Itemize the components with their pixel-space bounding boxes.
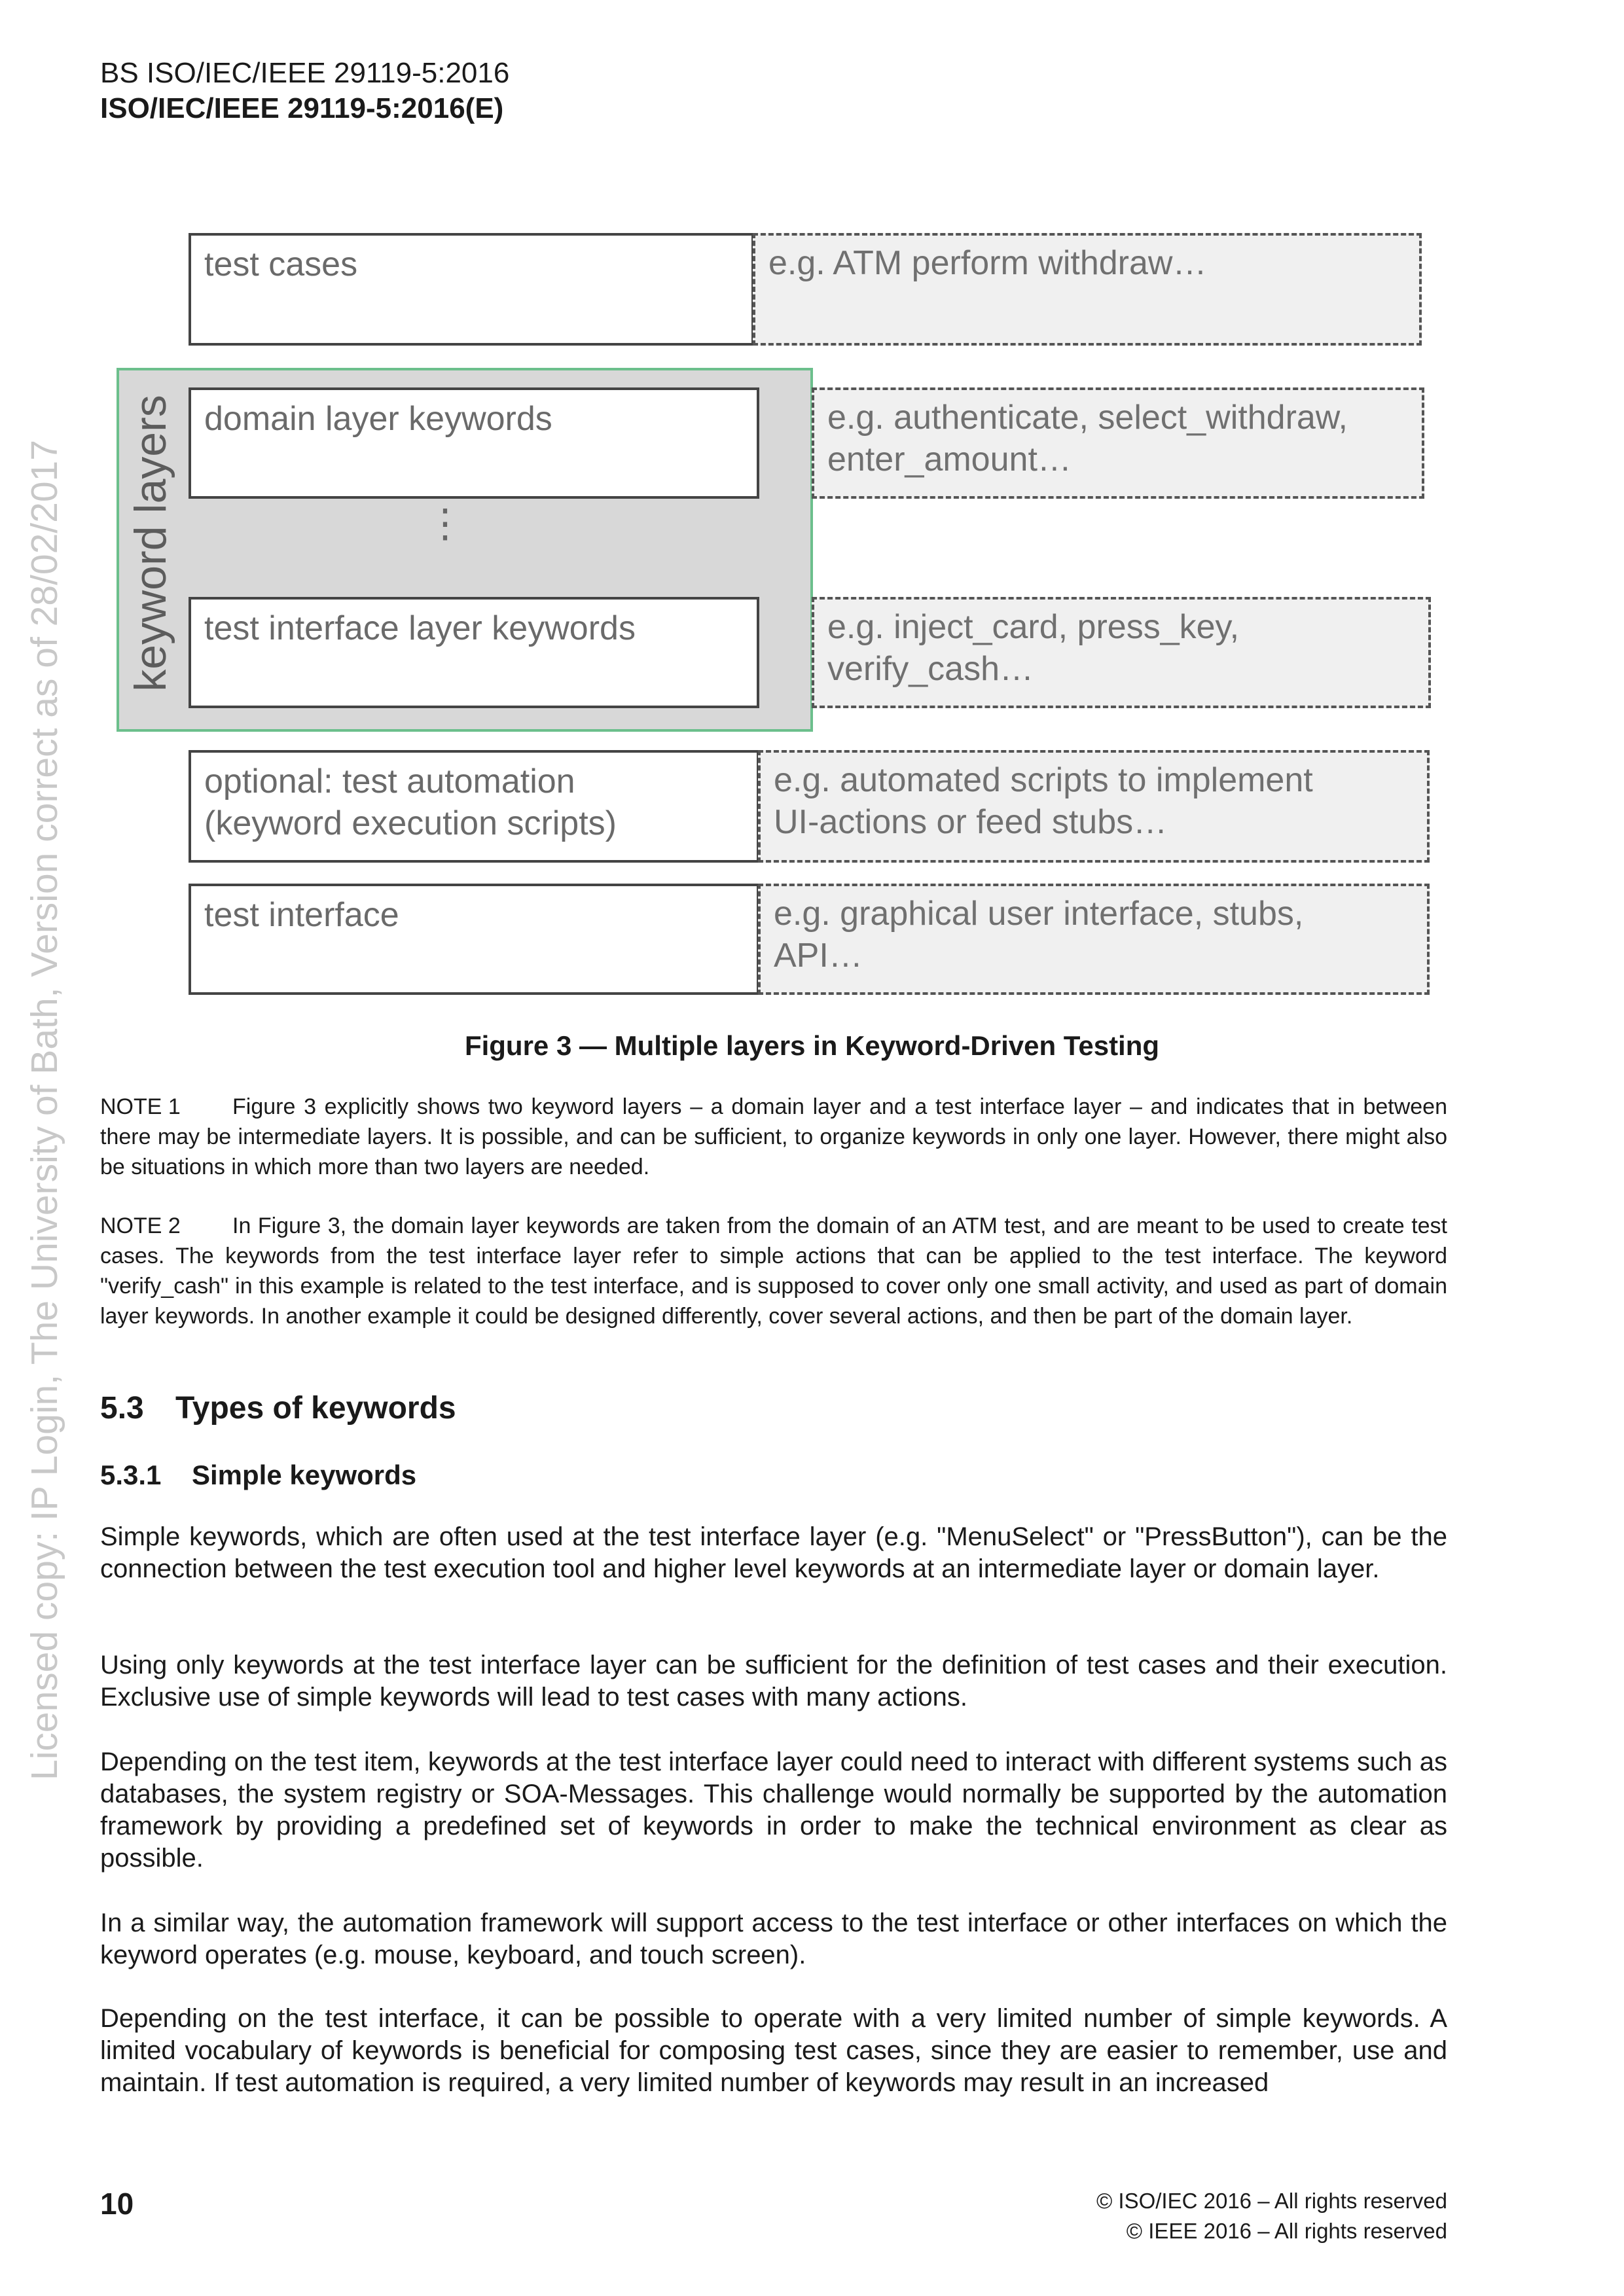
section-number: 5.3 (100, 1391, 144, 1426)
intermediate-layers-ellipsis: ⋮ (425, 501, 465, 545)
example-test-cases-text: e.g. ATM perform withdraw… (768, 244, 1207, 282)
box-test-cases (189, 233, 754, 346)
figure-caption: Figure 3 — Multiple layers in Keyword-Driven Testing (464, 1030, 1160, 1061)
document-id-iso: ISO/IEC/IEEE 29119-5:2016(E) (100, 92, 504, 124)
note-2-label: NOTE 2 (100, 1213, 181, 1238)
copyright-iso-iec: © ISO/IEC 2016 – All rights reserved (1096, 2189, 1447, 2213)
paragraph-3: Depending on the test item, keywords at the test interface layer could need to interact with different systems such as databases, the system registry or SOA-Messages. This challenge would normally be supported by the automation framework by providing a predefined set of keywords in order to make the technical environment as clear as possible. (100, 1748, 1447, 1873)
box-test-interface-label: test interface (204, 896, 399, 934)
note-1 (100, 1092, 1447, 1182)
example-test-interface-line2: API… (774, 937, 863, 975)
example-test-automation-line1: e.g. automated scripts to implement (774, 761, 1313, 799)
subsection-number: 5.3.1 (100, 1460, 162, 1490)
paragraph-5: Depending on the test interface, it can be possible to operate with a very limited number of simple keywords. A limited vocabulary of keywords is beneficial for composing test cases, since they are easier to remember, use and maintain. If test automation is required, a very limited number of keywords may result in an increased (100, 2004, 1447, 2097)
example-domain-layer (812, 387, 1424, 499)
example-test-interface (758, 884, 1430, 995)
note-1-text: Figure 3 explicitly shows two keyword layers – a domain layer and a test interface layer – and indicates that in between there may be intermediate layers. It is possible, and can be sufficient, to organize keywords in only one layer. However, there might also be situations in which more than two layers are needed. (100, 1094, 1447, 1179)
box-domain-layer-keywords-label: domain layer keywords (204, 400, 552, 438)
subsection-title: Simple keywords (192, 1460, 417, 1490)
paragraph-2: Using only keywords at the test interface layer can be sufficient for the definition of test cases and their execution. Exclusive use of simple keywords will lead to test cases with many actions. (100, 1651, 1447, 1712)
example-test-interface-layer-line2: verify_cash… (827, 650, 1034, 688)
note-2 (100, 1211, 1447, 1331)
section-title: Types of keywords (175, 1391, 456, 1426)
paragraph-4: In a similar way, the automation framework will support access to the test interface or other interfaces on which the keyword operates (e.g. mouse, keyboard, and touch screen). (100, 1909, 1447, 1969)
subsection-heading (100, 1460, 416, 1491)
page-number: 10 (100, 2187, 134, 2221)
example-test-automation (758, 750, 1430, 863)
section-heading (100, 1390, 456, 1426)
box-optional-test-automation-line1: optional: test automation (204, 762, 575, 800)
keyword-layers-label: keyword layers (126, 395, 175, 692)
figure-keyword-layers (0, 0, 1624, 1021)
example-test-interface-layer (812, 597, 1431, 708)
example-test-cases (753, 233, 1422, 346)
example-test-interface-line1: e.g. graphical user interface, stubs, (774, 895, 1304, 933)
license-watermark: Licensed copy: IP Login, The University of Bath, Version correct as of 28/02/2017 (24, 440, 65, 1780)
example-domain-layer-line1: e.g. authenticate, select_withdraw, (827, 399, 1348, 437)
example-domain-layer-line2: enter_amount… (827, 440, 1072, 478)
copyright-ieee: © IEEE 2016 – All rights reserved (1126, 2219, 1447, 2243)
paragraph-1: Simple keywords, which are often used at the test interface layer (e.g. "MenuSelect" or "PressButton"), can be the connection between the test execution tool and higher level keywords at an intermediate layer or domain layer. (100, 1522, 1447, 1583)
box-test-interface-layer-keywords-label: test interface layer keywords (204, 609, 636, 647)
note-1-label: NOTE 1 (100, 1094, 181, 1119)
box-optional-test-automation (189, 750, 759, 863)
example-test-interface-layer-line1: e.g. inject_card, press_key, (827, 608, 1240, 646)
document-id-bs: BS ISO/IEC/IEEE 29119-5:2016 (100, 57, 510, 89)
box-test-cases-label: test cases (204, 245, 358, 283)
box-domain-layer-keywords (189, 387, 759, 499)
example-test-automation-line2: UI-actions or feed stubs… (774, 803, 1168, 841)
note-2-text: In Figure 3, the domain layer keywords are taken from the domain of an ATM test, and are meant to be used to create test cases. The keywords from the test interface layer refer to simple actions that can be applied to the test interface. The keyword "verify_cash" in this example is related to the test interface, and is supposed to cover only one small activity, and used as part of domain layer keywords. In another example it could be designed differently, cover several actions, and then be part of the domain layer. (100, 1213, 1447, 1329)
box-test-interface (189, 884, 759, 995)
box-test-interface-layer-keywords (189, 597, 759, 708)
box-optional-test-automation-line2: (keyword execution scripts) (204, 804, 617, 842)
